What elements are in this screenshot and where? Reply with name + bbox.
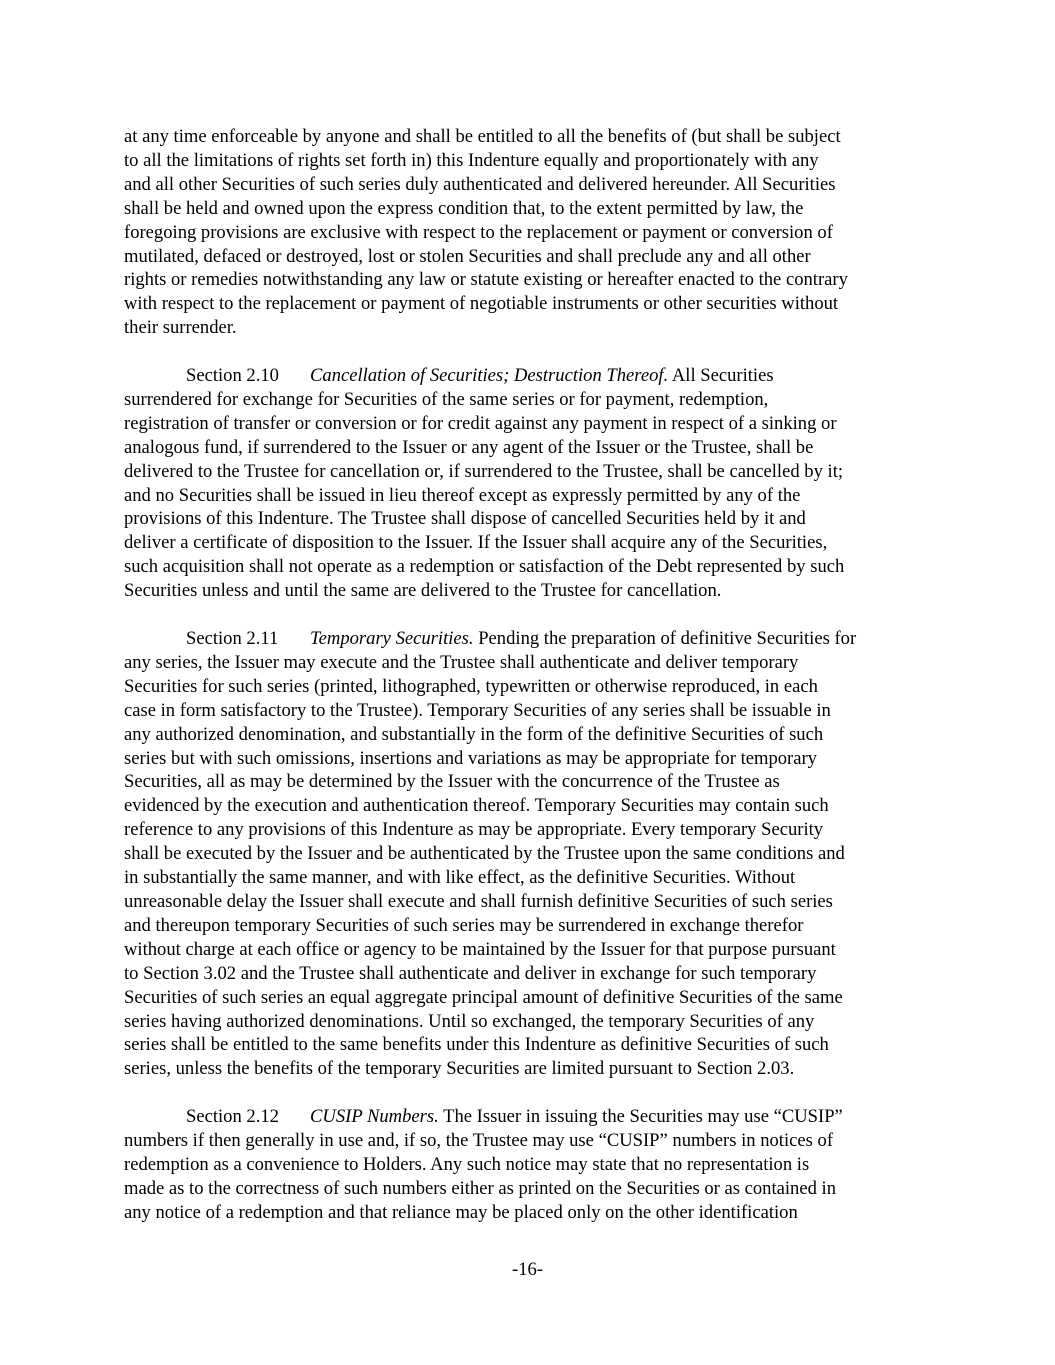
text-line: numbers if then generally in use and, if so, the Trustee may use “CUSIP” numbers in notices of bbox=[124, 1130, 834, 1152]
section-title: Temporary Securities. bbox=[310, 628, 474, 649]
text-line: series, unless the benefits of the temporary Securities are limited pursuant to Section 2.03. bbox=[124, 1058, 795, 1080]
text-line: evidenced by the execution and authentication thereof. Temporary Securities may contain such bbox=[124, 795, 829, 817]
text-line: mutilated, defaced or destroyed, lost or stolen Securities and shall preclude any and all other bbox=[124, 245, 811, 267]
text-line: any series, the Issuer may execute and the Trustee shall authenticate and deliver temporary bbox=[124, 651, 799, 673]
section-number: Section 2.12 bbox=[186, 1106, 279, 1128]
text-line: series shall be entitled to the same benefits under this Indenture as definitive Securities of such bbox=[124, 1034, 829, 1056]
text-line: in substantially the same manner, and with like effect, as the definitive Securities. Without bbox=[124, 867, 796, 889]
text-line: and thereupon temporary Securities of such series may be surrendered in exchange therefor bbox=[124, 914, 804, 936]
section-first-line-text: Pending the preparation of definitive Securities for bbox=[473, 628, 857, 649]
section-2-11 bbox=[124, 627, 936, 1081]
text-line: Securities, all as may be determined by the Issuer with the concurrence of the Trustee as bbox=[124, 771, 780, 793]
text-line: without charge at each office or agency to be maintained by the Issuer for that purpose pursuant bbox=[124, 938, 836, 960]
text-line: reference to any provisions of this Indenture as may be appropriate. Every temporary Security bbox=[124, 819, 824, 841]
text-line: registration of transfer or conversion or for credit against any payment in respect of a sinking or bbox=[124, 412, 837, 434]
paragraph-continuation bbox=[124, 125, 936, 340]
section-number: Section 2.10 bbox=[186, 365, 279, 387]
text-line: series having authorized denominations. Until so exchanged, the temporary Securities of any bbox=[124, 1010, 815, 1032]
text-line: with respect to the replacement or payment of negotiable instruments or other securities without bbox=[124, 293, 839, 315]
text-line: any authorized denomination, and substantially in the form of the definitive Securities of such bbox=[124, 723, 824, 745]
text-line: to Section 3.02 and the Trustee shall authenticate and deliver in exchange for such temporary bbox=[124, 962, 817, 984]
text-line: to all the limitations of rights set forth in) this Indenture equally and proportionately with any bbox=[124, 149, 819, 171]
text-line: analogous fund, if surrendered to the Issuer or any agent of the Issuer or the Trustee, shall be bbox=[124, 436, 814, 458]
text-line: their surrender. bbox=[124, 317, 237, 339]
section-2-10 bbox=[124, 364, 936, 603]
section-first-line bbox=[124, 627, 936, 651]
text-line: delivered to the Trustee for cancellation or, if surrendered to the Trustee, shall be cancelled by it; bbox=[124, 460, 844, 482]
section-2-12 bbox=[124, 1105, 936, 1225]
text-line: unreasonable delay the Issuer shall execute and shall furnish definitive Securities of such series bbox=[124, 890, 833, 912]
text-line: such acquisition shall not operate as a redemption or satisfaction of the Debt represented by such bbox=[124, 556, 845, 578]
text-line: provisions of this Indenture. The Trustee shall dispose of cancelled Securities held by it and bbox=[124, 508, 806, 530]
text-line: at any time enforceable by anyone and shall be entitled to all the benefits of (but shall be subject bbox=[124, 126, 841, 147]
text-line: deliver a certificate of disposition to the Issuer. If the Issuer shall acquire any of the Securities, bbox=[124, 532, 828, 554]
section-first-line bbox=[124, 364, 936, 388]
section-first-line-text: All Securities bbox=[668, 365, 774, 387]
text-line: any notice of a redemption and that reliance may be placed only on the other identification bbox=[124, 1201, 798, 1223]
text-line: rights or remedies notwithstanding any law or statute existing or hereafter enacted to the contrary bbox=[124, 269, 848, 291]
page-number: -16- bbox=[512, 1259, 543, 1280]
section-title: Cancellation of Securities; Destruction Thereof. bbox=[310, 365, 669, 387]
text-line: series but with such omissions, insertions and variations as may be appropriate for temporary bbox=[124, 747, 817, 769]
text-line: foregoing provisions are exclusive with respect to the replacement or payment or conversion of bbox=[124, 221, 833, 243]
text-line: made as to the correctness of such numbers either as printed on the Securities or as contained in bbox=[124, 1177, 837, 1199]
text-line: and no Securities shall be issued in lieu thereof except as expressly permitted by any of the bbox=[124, 484, 801, 506]
document-body bbox=[124, 125, 936, 1249]
section-first-line-text: The Issuer in issuing the Securities may use “CUSIP” bbox=[438, 1106, 843, 1128]
section-first-line bbox=[124, 1105, 936, 1129]
text-line: shall be held and owned upon the express condition that, to the extent permitted by law, the bbox=[124, 197, 804, 219]
section-number: Section 2.11 bbox=[186, 628, 279, 649]
text-line: shall be executed by the Issuer and be authenticated by the Trustee upon the same conditions and bbox=[124, 843, 845, 865]
section-title: CUSIP Numbers. bbox=[310, 1106, 439, 1128]
text-line: Securities of such series an equal aggregate principal amount of definitive Securities of the same bbox=[124, 986, 843, 1008]
text-line: and all other Securities of such series duly authenticated and delivered hereunder. All Securities bbox=[124, 173, 836, 195]
text-line: Securities unless and until the same are delivered to the Trustee for cancellation. bbox=[124, 580, 722, 602]
text-line: case in form satisfactory to the Trustee). Temporary Securities of any series shall be issuable in bbox=[124, 699, 831, 721]
text-line: redemption as a convenience to Holders. Any such notice may state that no representation is bbox=[124, 1153, 810, 1175]
text-line: surrendered for exchange for Securities of the same series or for payment, redemption, bbox=[124, 388, 769, 410]
text-line: Securities for such series (printed, lithographed, typewritten or otherwise reproduced, in each bbox=[124, 675, 818, 697]
